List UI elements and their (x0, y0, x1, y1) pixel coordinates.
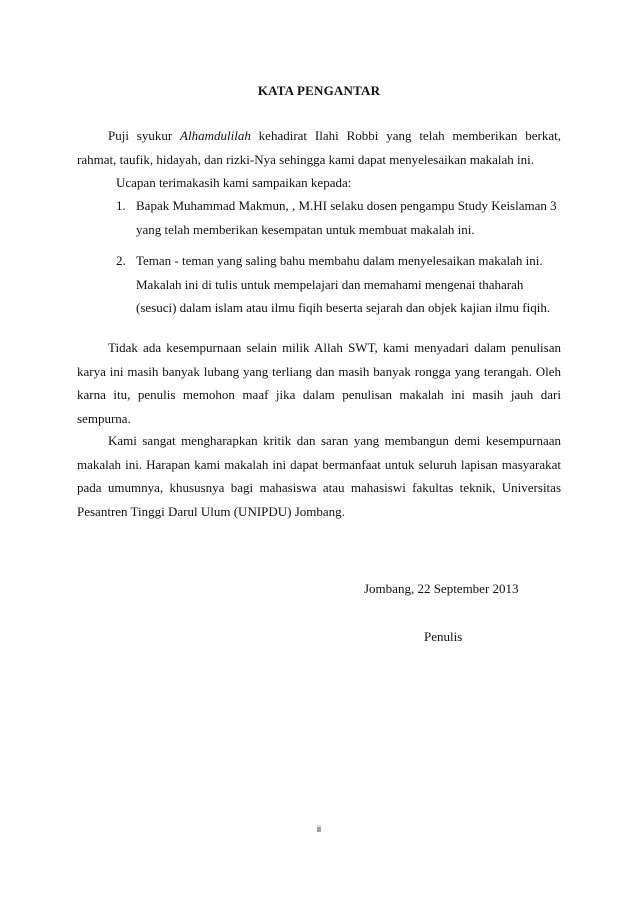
place-date: Jombang, 22 September 2013 (364, 581, 519, 596)
opening-emphasis: Alhamdulilah (180, 128, 251, 143)
opening-lead: Puji syukur (108, 128, 181, 143)
page-number: ii (317, 824, 321, 834)
list-number: 2. (116, 253, 126, 268)
list-number: 1. (116, 198, 126, 213)
list-item-line: Teman - teman yang saling bahu membahu dalam menyelesaikan makalah ini. (136, 253, 543, 268)
signer-label: Penulis (424, 629, 463, 644)
list-item-line: Bapak Muhammad Makmun, , M.HI selaku dosen pengampu Study Keislaman 3 (136, 198, 557, 213)
thanks-list-item (116, 194, 566, 241)
thanks-intro: Ucapan terimakasih kami sampaikan kepada: (116, 175, 352, 190)
list-item-line: yang telah memberikan kesempatan untuk membuat makalah ini. (136, 221, 475, 237)
humility-paragraph: Tidak ada kesempurnaan selain milik Allah SWT, kami menyadari dalam penulisan karya ini masih banyak lubang yang terliang dan masih banyak rongga yang terangah. Oleh karna itu, penulis memohon maaf jika dalam penulisan makalah ini masih jauh dari sempurna. (77, 340, 561, 426)
thanks-list-item (116, 249, 566, 320)
opening-rest: kehadirat Ilahi Robbi yang telah memberikan berkat, rahmat, taufik, hidayah, dan rizki-Nya sehingga kami dapat menyelesaikan makalah ini. (77, 128, 561, 167)
list-item-line: (sesuci) dalam islam atau ilmu fiqih beserta sejarah dan objek kajian ilmu fiqih. (136, 300, 551, 315)
opening-paragraph (77, 124, 561, 171)
list-item-line: Makalah ini di tulis untuk mempelajari dan memahami mengenai thaharah (136, 276, 524, 292)
page-title: KATA PENGANTAR (257, 83, 381, 98)
closing-paragraph: Kami sangat mengharapkan kritik dan saran yang membangun demi kesempurnaan makalah ini. Harapan kami makalah ini dapat bermanfaat untuk seluruh lapisan masyarakat pada umumnya, khususnya bagi mahasiswa atau mahasiswi fakultas teknik, Universitas Pesantren Tinggi Darul Ulum (UNIPDU) Jombang. (77, 433, 561, 519)
